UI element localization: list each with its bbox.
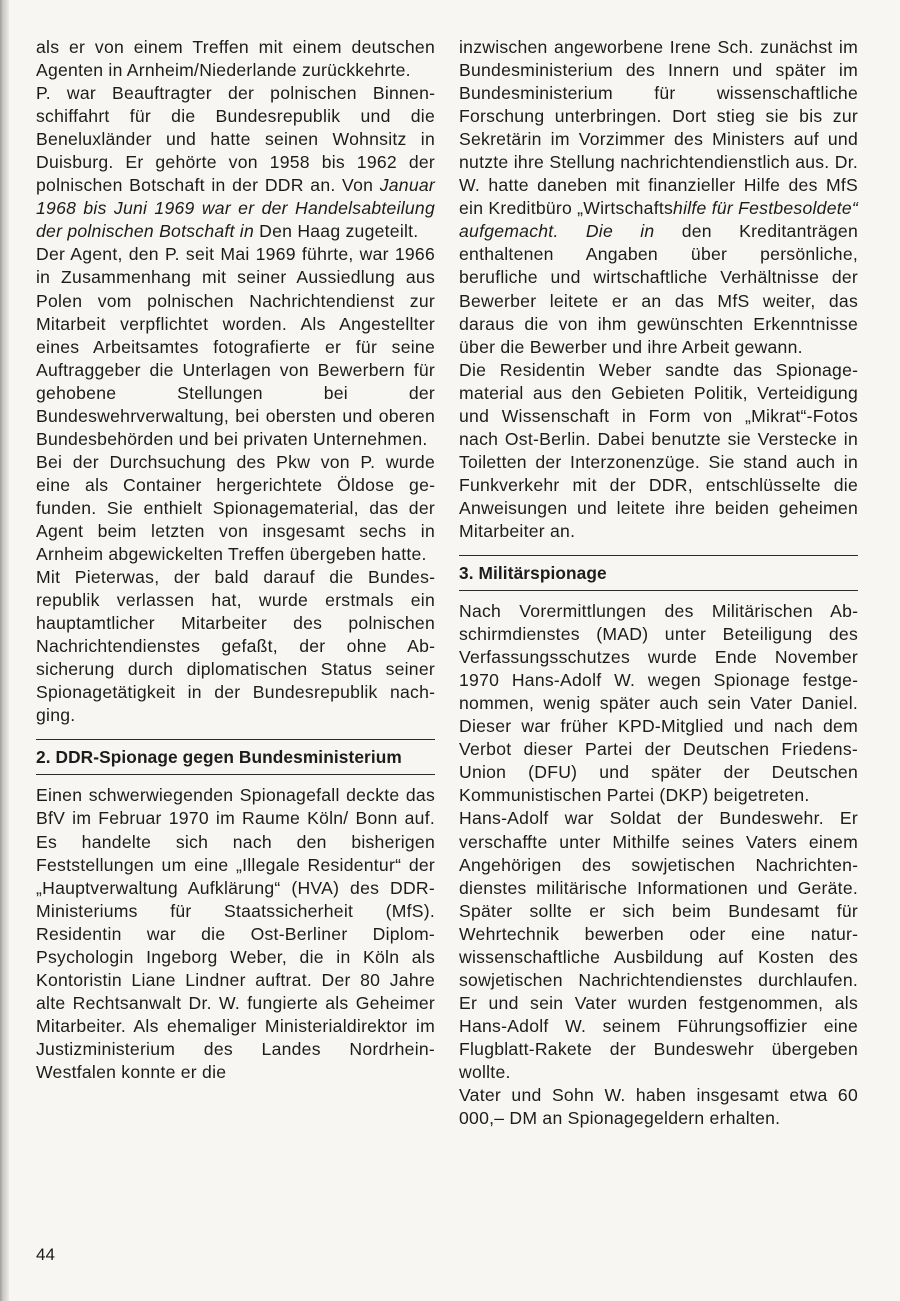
paragraph: Der Agent, den P. seit Mai 1969 führte, war 1966 in Zusammenhang mit seiner Aussiedlung aus Polen vom polnischen Nachrichtendienst zur Mitarbeit verpflichtet worden. Als Angestellter eines Arbeitsamtes fotografierte er für seine Auftraggeber die Unterlagen von Bewerbern für gehobene Stellungen bei der Bundeswehrverwaltung, bei obersten und oberen Bundesbehörden und bei privaten Unternehmen. (36, 244, 435, 449)
paragraph-text: inzwischen angeworbene Irene Sch. zunächst im Bundesministerium des Innern und später im Bundesministerium für wissenschaftliche Forschung unterbringen. Dort stieg sie bis zur Sekretärin im Vorzimmer des Ministers auf und nutzte ihre Stellung nachrichtendienstlich aus. Dr. W. hatte daneben mit finanzieller Hilfe des MfS ein Kreditbüro „Wirtschafts (459, 37, 858, 219)
left-column (36, 36, 435, 1084)
right-column (459, 36, 858, 1130)
paragraph-text: P. war Beauftragter der polnischen Binnenschiffahrt für die Bundesrepublik und die Beneluxländer und hatte seinen Wohnsitz in Duisburg. Er gehörte von 1958 bis 1962 der polnischen Botschaft in der DDR an. Von (36, 83, 435, 196)
section-divider-bottom (36, 774, 435, 775)
italic-text: Januar 1968 bis Juni 1969 war er der Handelsabteilung der polnischen Botschaft in (36, 175, 435, 242)
section-divider-bottom (459, 590, 858, 591)
section-heading: 2. DDR-Spionage gegen Bundesministerium (36, 747, 402, 768)
paragraph: Hans-Adolf war Soldat der Bundeswehr. Er verschaffte unter Mithilfe seines Vaters einem Angehörigen des sowjetischen Nachrichtendienstes militärische Informationen und Geräte. Später sollte er sich beim Bundesamt für Wehrtechnik bewerben oder eine naturwissenschaftliche Ausbildung auf Kosten des sowjetischen Nachrichtendienstes durchlaufen. Er und sein Vater wurden festgenommen, als Hans-Adolf W. seinem Führungsoffizier eine Flugblatt-Rakete der Bundeswehr übergeben wollte. (459, 808, 858, 1082)
paragraph (459, 36, 858, 359)
section-heading: 3. Militärspionage (459, 563, 607, 584)
paragraph: als er von einem Treffen mit einem deutschen Agenten in Arnheim/Niederlande zurückkehrte. (36, 37, 435, 81)
paragraph: Bei der Durchsuchung des Pkw von P. wurde eine als Container hergerichtete Öldose gefunden. Sie enthielt Spionagematerial, das der Agent beim letzten von insgesamt sechs in Arnheim abgewickelten Treffen übergeben hatte. (36, 451, 435, 565)
paragraph: Einen schwerwiegenden Spionagefall deckte das BfV im Februar 1970 im Raume Köln/ Bonn auf. Es handelte sich nach den bisherigen Feststellungen um eine „Illegale Residentur“ der „Hauptverwaltung Aufklärung“ (HVA) des DDR-Ministeriums für Staatssicherheit (MfS). Residentin war die Ost-Berliner Diplom-Psychologin Ingeborg Weber, die in Köln als Kontoristin Liane Lindner auftrat. Der 80 Jahre alte Rechtsanwalt Dr. W. fungierte als Geheimer Mitarbeiter. Als ehemaliger Ministerialdirektor im Justizministerium des Landes Nordrhein-Westfalen konnte er die (36, 785, 435, 1082)
paragraph: Die Residentin Weber sandte das Spionagematerial aus den Gebieten Politik, Verteidigung und Wissenschaft in Form von „Mikrat“-Fotos nach Ost-Berlin. Dabei benutzte sie Verstecke in Toiletten der Interzonenzüge. Sie stand auch in Funkverkehr mit der DDR, entschlüsselte die Anweisungen und leitete ihre beiden geheimen Mitarbeiter an. (459, 359, 858, 541)
paragraph (36, 82, 435, 243)
paragraph-text: den Kreditanträgen enthaltenen Angaben über persönliche, berufliche und wirtschaftliche Verhältnisse der Bewerber leitete er an das MfS weiter, das daraus die von ihm gewünschten Erkenntnisse über die Bewerber und ihre Arbeit gewann. (459, 221, 858, 357)
paragraph: Nach Vorermittlungen des Militärischen Abschirmdienstes (MAD) unter Beteiligung des Verfassungsschutzes wurde Ende November 1970 Hans-Adolf W. wegen Spionage festgenommen, wenig später auch sein Vater Daniel. Dieser war früher KPD-Mitglied und nach dem Verbot dieser Partei der Deutschen Friedens-Union (DFU) und später der Deutschen Kommunistischen Partei (DKP) beigetreten. (459, 601, 858, 806)
paragraph: Vater und Sohn W. haben insgesamt etwa 60 000,– DM an Spionagegeldern erhalten. (459, 1085, 858, 1129)
paragraph-text: Den Haag zugeteilt. (254, 221, 419, 242)
page-number: 44 (36, 1245, 55, 1264)
paragraph: Mit Pieterwas, der bald darauf die Bundesrepublik verlassen hat, wurde erstmals ein hauptamtlicher Mitarbeiter des polnischen Nachrichtendienstes gefaßt, der ohne Absicherung durch diplomatischen Status seiner Spionagetätigkeit in der Bundesrepublik nachging. (36, 567, 435, 726)
page-binding-edge (0, 0, 9, 1301)
italic-text: hilfe für Festbesoldete“ aufgemacht. Die in (459, 198, 859, 242)
